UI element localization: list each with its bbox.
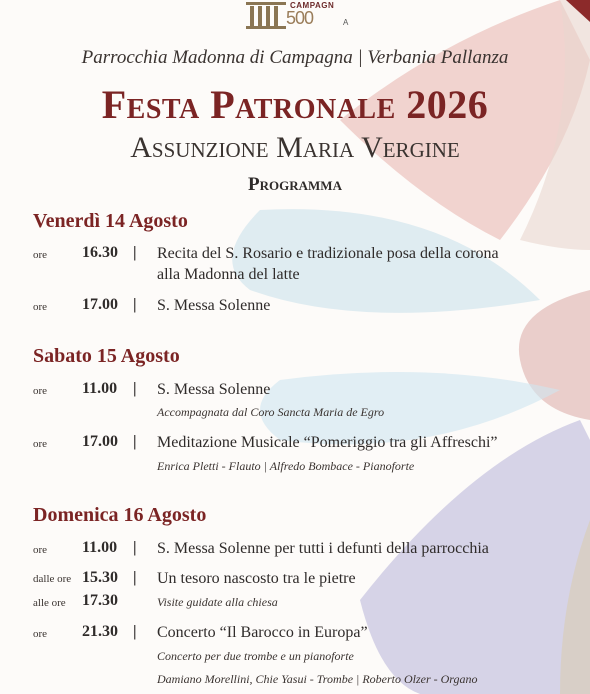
event-note: Enrica Pletti - Flauto | Alfredo Bombace - Pianoforte bbox=[157, 459, 415, 473]
page-subtitle: Assunzione Maria Vergine bbox=[130, 131, 460, 164]
page-title: Festa Patronale 2026 bbox=[101, 82, 489, 127]
section-heading: Programma bbox=[248, 174, 342, 195]
event-note: Concerto per due trombe e un pianoforte bbox=[157, 649, 354, 663]
church-icon bbox=[244, 0, 288, 30]
day-heading-sunday: Domenica 16 Agosto bbox=[33, 504, 207, 526]
event-title: Meditazione Musicale “Pomeriggio tra gli Affreschi” bbox=[157, 434, 498, 451]
event-note: Accompagnata dal Coro Sancta Maria de Egro bbox=[157, 405, 385, 419]
parish-name: Parrocchia Madonna di Campagna | Verbania Pallanza bbox=[81, 47, 509, 68]
time-prefix: ore bbox=[33, 628, 48, 640]
day-heading-saturday: Sabato 15 Agosto bbox=[33, 345, 180, 367]
time-prefix: dalle ore bbox=[33, 573, 72, 585]
separator: | bbox=[133, 380, 137, 397]
time-prefix: ore bbox=[33, 301, 48, 313]
event-note: Visite guidate alla chiesa bbox=[157, 595, 278, 609]
time-prefix-end: alle ore bbox=[33, 597, 66, 609]
logo-text: CAMPAGN bbox=[290, 1, 335, 10]
time-prefix: ore bbox=[33, 385, 48, 397]
separator: | bbox=[133, 623, 137, 640]
event-time-end: 17.30 bbox=[82, 592, 118, 609]
separator: | bbox=[133, 296, 137, 313]
separator: | bbox=[133, 433, 137, 450]
time-prefix: ore bbox=[33, 249, 48, 261]
event-title: Recita del S. Rosario e tradizionale posa della corona bbox=[157, 245, 499, 262]
event-time: 16.30 bbox=[82, 244, 118, 261]
logo-number: 500 bbox=[286, 8, 314, 28]
event-title: Un tesoro nascosto tra le pietre bbox=[157, 570, 356, 587]
event-title: S. Messa Solenne bbox=[157, 381, 271, 398]
event-time: 15.30 bbox=[82, 569, 118, 586]
time-prefix: ore bbox=[33, 438, 48, 450]
event-time: 17.00 bbox=[82, 296, 118, 313]
logo-mark: A bbox=[343, 18, 349, 27]
event-title-cont: alla Madonna del latte bbox=[157, 266, 300, 283]
event-time: 21.30 bbox=[82, 623, 118, 640]
event-title: Concerto “Il Barocco in Europa” bbox=[157, 624, 368, 641]
day-heading-friday: Venerdì 14 Agosto bbox=[33, 210, 188, 232]
event-time: 17.00 bbox=[82, 433, 118, 450]
separator: | bbox=[133, 539, 137, 556]
event-time: 11.00 bbox=[82, 380, 118, 397]
event-time: 11.00 bbox=[82, 539, 118, 556]
event-performers: Damiano Morellini, Chie Yasui - Trombe | Roberto Olzer - Organo bbox=[157, 672, 478, 686]
separator: | bbox=[133, 569, 137, 586]
separator: | bbox=[133, 244, 137, 261]
event-title: S. Messa Solenne per tutti i defunti della parrocchia bbox=[157, 540, 489, 557]
time-prefix: ore bbox=[33, 544, 48, 556]
event-title: S. Messa Solenne bbox=[157, 297, 271, 314]
